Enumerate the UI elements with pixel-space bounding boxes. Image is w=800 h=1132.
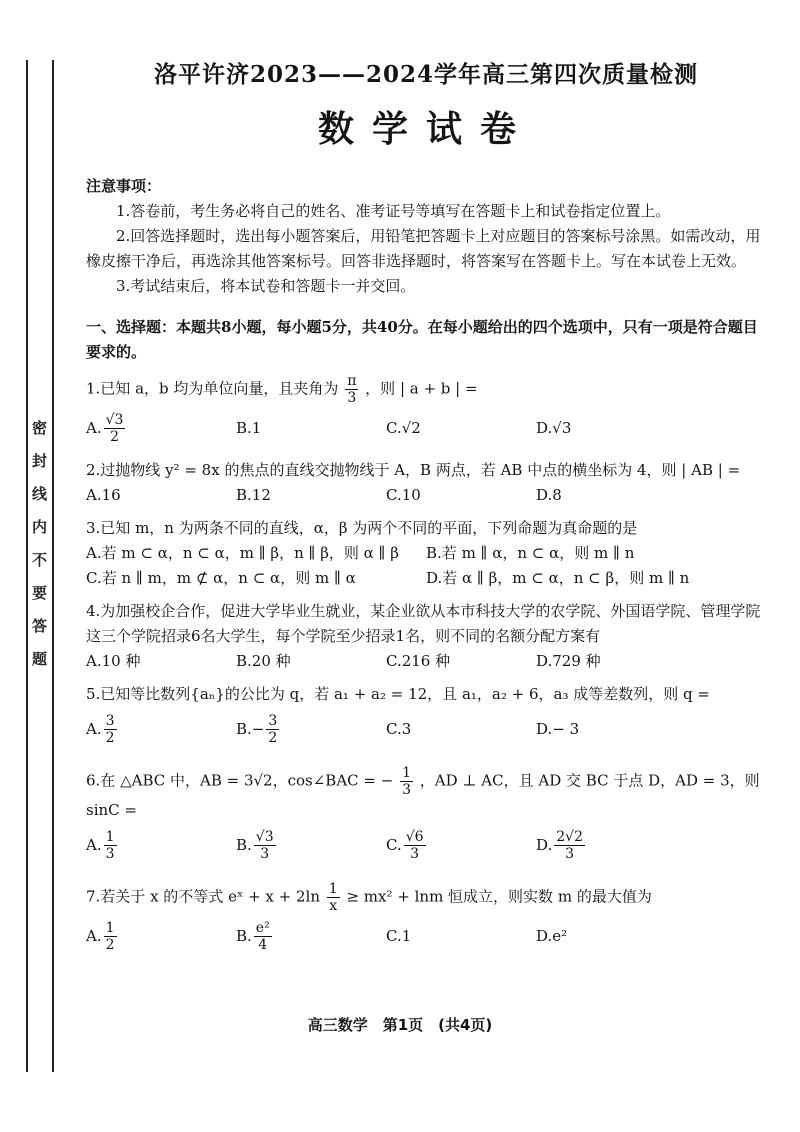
margin-line-outer — [26, 60, 28, 1072]
section-1-heading: 一、选择题：本题共8小题，每小题5分，共40分。在每小题给出的四个选项中，只有一项是符合题目要求的。 — [86, 318, 758, 361]
option-c: C. $\frac{√6}{3}$ — [386, 828, 424, 862]
options — [86, 914, 766, 958]
option-a: A. $\frac{3}{2}$ — [86, 712, 115, 746]
subject-title: 数学试卷 — [317, 108, 534, 150]
option-b: B. 1 — [236, 418, 262, 437]
question-stem: 6.在 △ABC 中，AB = 3√2，cos∠BAC = − $\frac{1}{3}$ ，AD ⊥ AC，且 AD 交 BC 于点 D，AD = 3，则 sinC = — [86, 765, 760, 819]
binding-margin — [0, 0, 62, 1132]
note-item-3: 3.考试结束后，将本试卷和答题卡一并交回。 — [116, 277, 416, 295]
question-3 — [86, 516, 766, 591]
question-stem: 4.为加强校企合作，促进大学毕业生就业，某企业欲从本市科技大学的农学院、外国语学院、管理学院这三个学院招录6名大学生，每个学院至少招录1名，则不同的名额分配方案有 — [86, 602, 761, 645]
exam-title: 洛平许济2023——2024学年高三第四次质量检测 — [153, 61, 699, 88]
option-d: D. e² — [536, 926, 568, 945]
options — [86, 406, 766, 450]
note-item-1: 1.答卷前，考生务必将自己的姓名、准考证号等填写在答题卡上和试卷指定位置上。 — [116, 202, 671, 220]
option-a: A. $\frac{√3}{2}$ — [86, 411, 124, 445]
option-c: C. 10 — [386, 486, 421, 504]
option-c: C. 若 n ∥ m，m ⊄ α，n ⊂ α，则 m ∥ α — [86, 569, 356, 587]
question-2 — [86, 458, 766, 508]
options — [86, 823, 766, 867]
question-5 — [86, 682, 766, 751]
margin-line-inner — [52, 60, 54, 1072]
option-c: C. 216 种 — [386, 652, 451, 670]
notes-heading: 注意事项： — [86, 177, 162, 195]
question-stem: 7.若关于 x 的不等式 eˣ + x + 2ln $\frac{1}{x}$ ≥ mx² + lnm 恒成立，则实数 m 的最大值为 — [86, 881, 652, 914]
option-d: D. $\frac{2√2}{3}$ — [536, 828, 584, 862]
options — [86, 541, 766, 566]
page-footer: 高三数学 第1页 (共4页) — [307, 1016, 493, 1034]
option-b: B. 20 种 — [236, 652, 291, 670]
options — [86, 483, 766, 508]
fraction: $\frac{1}{x}$ — [328, 881, 338, 914]
option-b: B. 若 m ∥ α，n ⊂ α，则 m ∥ n — [426, 544, 635, 562]
option-a: A. $\frac{1}{2}$ — [86, 919, 115, 953]
option-b: B. − $\frac{3}{2}$ — [236, 712, 278, 746]
option-d: D. √3 — [536, 418, 572, 437]
question-stem: 2.过抛物线 y² = 8x 的焦点的直线交抛物线于 A，B 两点，若 AB 中点的横坐标为 4，则 | AB | = — [86, 461, 741, 479]
option-b: B. $\frac{\text{e²}}{4}$ — [236, 919, 270, 953]
option-b: B. 12 — [236, 486, 271, 504]
option-d: D. 8 — [536, 486, 562, 504]
option-d: D. 729 种 — [536, 652, 601, 670]
option-b: B. $\frac{√3}{3}$ — [236, 828, 274, 862]
option-c: C. √2 — [386, 418, 421, 437]
option-a: A. 16 — [86, 486, 121, 504]
options — [86, 649, 766, 674]
question-4 — [86, 599, 766, 674]
question-1 — [86, 373, 766, 450]
fraction: $\frac{\pi}{3}$ — [347, 373, 357, 406]
question-stem: 5.已知等比数列{aₙ}的公比为 q，若 a₁ + a₂ = 12，且 a₁，a₂ + 6，a₃ 成等差数列，则 q = — [86, 685, 710, 703]
options — [86, 707, 766, 751]
seal-line-notice: 密封线内不要答题 — [30, 420, 48, 684]
option-c: C. 1 — [386, 926, 412, 945]
note-item-2: 2.回答选择题时，选出每小题答案后，用铅笔把答题卡上对应题目的答案标号涂黑。如需改动，用橡皮擦干净后，再选涂其他答案标号。回答非选择题时，将答案写在答题卡上。写在本试卷上无效。 — [86, 227, 761, 270]
options — [86, 566, 766, 591]
option-c: C. 3 — [386, 719, 412, 738]
option-d: D. 若 α ∥ β，m ⊂ α，n ⊂ β，则 m ∥ n — [426, 569, 690, 587]
option-a: A. 若 m ⊂ α，n ⊂ α，m ∥ β，n ∥ β，则 α ∥ β — [86, 544, 399, 562]
fraction: $\frac{1}{3}$ — [402, 765, 412, 798]
question-stem: 1.已知 a，b 均为单位向量，且夹角为 $\frac{\pi}{3}$ ，则 | a + b | = — [86, 373, 478, 406]
exam-page — [86, 56, 766, 958]
option-a: A. 10 种 — [86, 652, 141, 670]
option-a: A. $\frac{1}{3}$ — [86, 828, 115, 862]
question-stem: 3.已知 m，n 为两条不同的直线，α，β 为两个不同的平面，下列命题为真命题的是 — [86, 519, 638, 537]
question-7 — [86, 881, 766, 958]
question-6 — [86, 765, 766, 867]
option-d: D. − 3 — [536, 719, 580, 738]
